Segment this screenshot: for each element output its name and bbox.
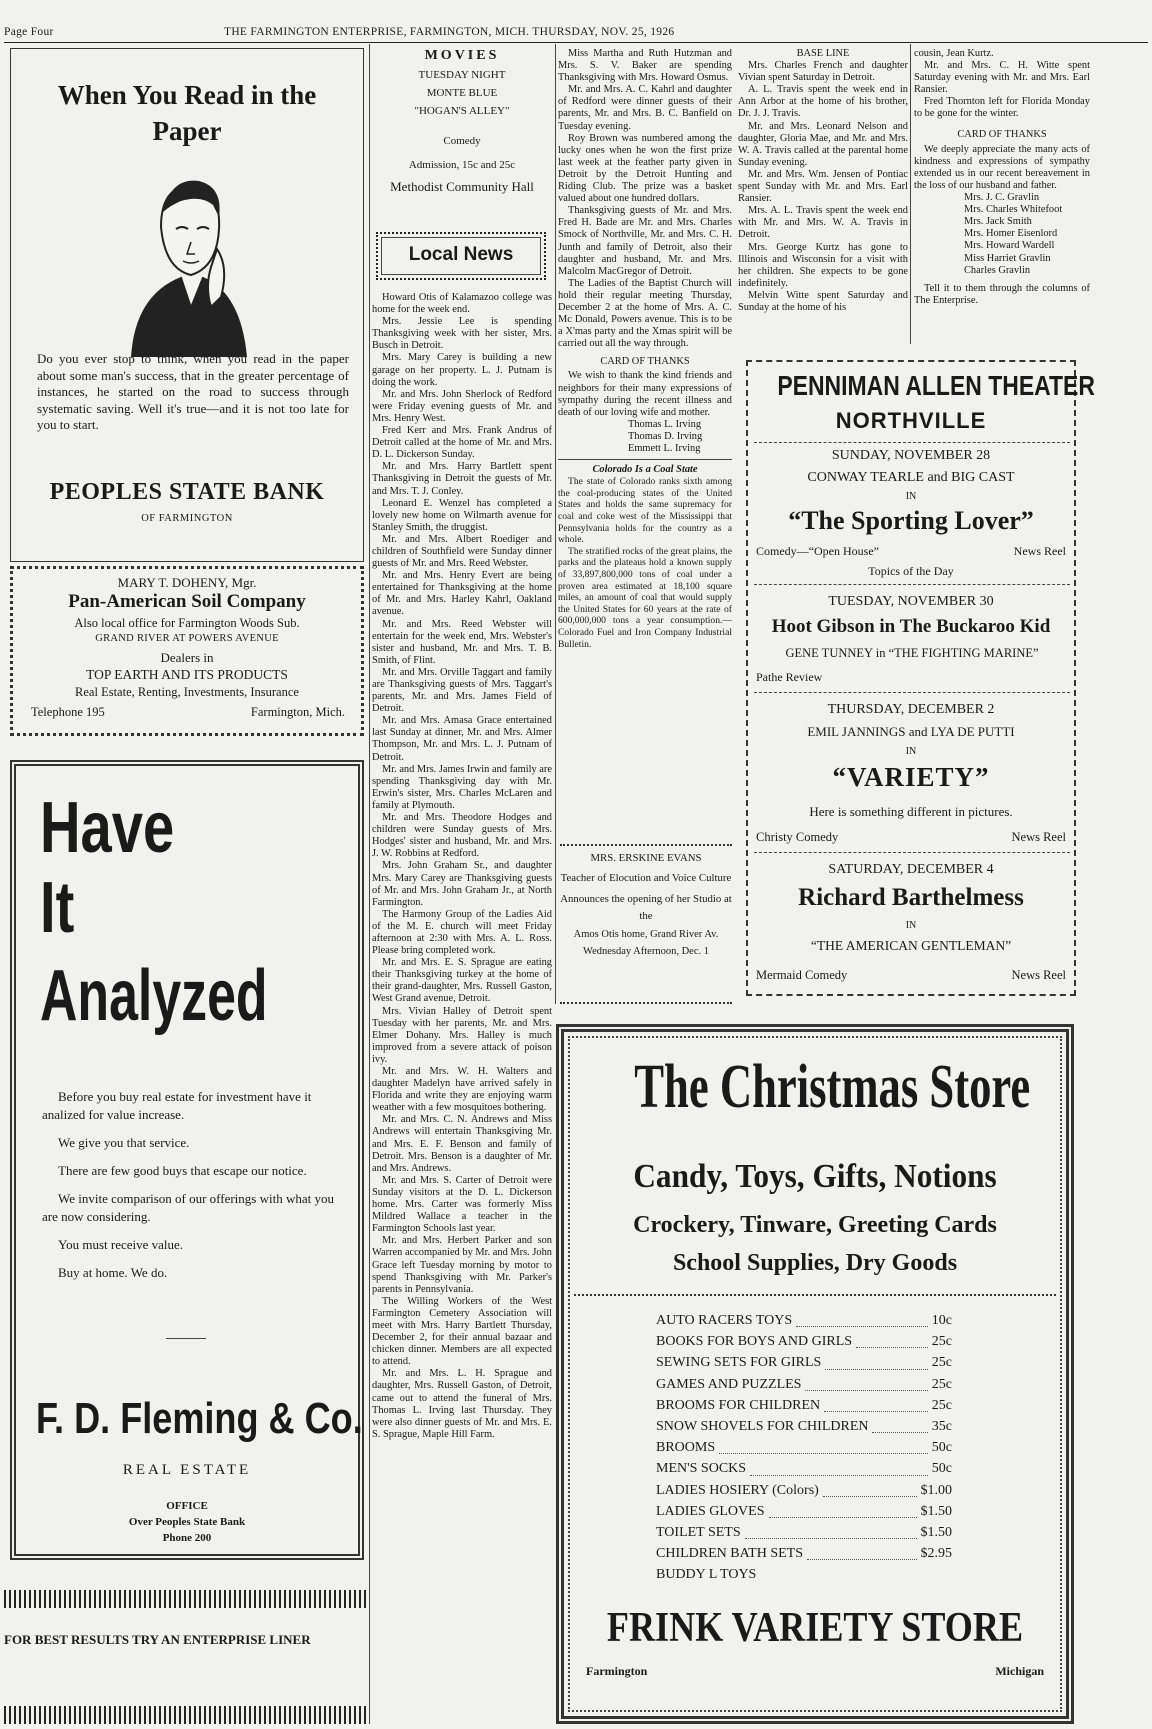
news-item: Thanksgiving guests of Mr. and Mrs. Fred H. Bade are Mr. and Mrs. Charles Smock of Northville, Mr. and Mrs. C. H. Junth and family of Detroit, also their daughter and husband, Mr. and Mrs. Malcolm MacGregor of Detroit. (558, 205, 732, 277)
movies-film: "HOGAN'S ALLEY" (414, 105, 510, 117)
news-item: The Ladies of the Baptist Church will hold their regular meeting Thursday, December 2 at the home of Mrs. A. C. Mc Donald, Powers avenue. This is to be a X'mas party and the Xmas spirit will be carried out all the way through. (558, 277, 732, 350)
thanks-signer: Mrs. Howard Wardell (964, 240, 1055, 252)
movies-night: TUESDAY NIGHT (418, 69, 506, 81)
news-item: cousin, Jean Kurtz. (914, 48, 994, 59)
soil-telephone: Telephone 195 (31, 705, 105, 719)
liner-banner: FOR BEST RESULTS TRY AN ENTERPRISE LINER (4, 1632, 311, 1647)
price-row (656, 1331, 952, 1352)
fleming-para: You must receive value. (58, 1237, 184, 1252)
news-item: Mr. and Mrs. James Irwin and family are spending Thanksgiving day with Mr. Erwin's sister, Mrs. Charles McLaren and family at Plymouth. (372, 763, 552, 811)
item-name: LADIES HOSIERY (Colors) (656, 1482, 819, 1498)
thursday-cast: EMIL JANNINGS and LYA DE PUTTI (807, 724, 1015, 739)
item-name: TOILET SETS (656, 1525, 741, 1541)
movies-title: MOVIES (424, 48, 500, 63)
sunday-title: “The Sporting Lover” (788, 506, 1034, 535)
item-name: BROOMS FOR CHILDREN (656, 1397, 821, 1413)
fleming-para: Buy at home. We do. (58, 1265, 168, 1280)
saturday-comedy: Mermaid Comedy (756, 968, 848, 982)
price-row (656, 1543, 952, 1564)
local-news-column (372, 292, 552, 1724)
news-item: Mr. and Mrs. Herbert Parker and son Warren accompanied by Mr. and Mrs. John Grace left Tuesday morning by motor to spend Thanksgiving with Mr. Parker's parents in Pennsylvania. (372, 1235, 552, 1295)
price-row (656, 1564, 952, 1585)
thursday-in: IN (905, 746, 917, 757)
news-item: Mrs. George Kurtz has gone to Illinois and Wisconsin for a visit with her children. She expects to be gone indefinitely. (738, 241, 908, 289)
bank-ad-body: Do you ever stop to think, when you read in the paper about some man's success, that in the greater percentage of instances, he started on the road to success through systematic saving. Well it's true—and it is not too late for you to start. (37, 351, 349, 432)
news-item: Mr. and Mrs. Leonard Nelson and daughter, Gloria Mae, and Mr. and Mrs. W. A. Travis called at the parental home Sunday evening. (738, 120, 908, 168)
thanks-signer: Thomas D. Irving (628, 430, 703, 442)
evans-line3: Wednesday Afternoon, Dec. 1 (583, 946, 709, 957)
local-news-banner (376, 232, 546, 280)
item-price: 25c (931, 1397, 952, 1413)
fleming-body (42, 1088, 346, 1282)
store-name: FRINK VARIETY STORE (606, 1605, 1024, 1651)
portrait-illustration (121, 157, 251, 357)
tuesday-title: Hoot Gibson in The Buckaroo Kid (771, 616, 1051, 637)
item-price: 25c (931, 1355, 952, 1371)
news-item: Roy Brown was numbered among the lucky ones when he won the first prize last week at the feather party given in Detroit by the Detroit Hunting and Riding Club. The prize was a basket valued about one hundred dollars. (558, 132, 732, 205)
item-name: SNOW SHOVELS FOR CHILDREN (656, 1419, 869, 1435)
news-item: Mr. and Mrs. Reed Webster will entertain for the week end, Mrs. Webster's sister and husband, Mr. and Mrs. T. B. Smith, of Flint. (372, 618, 552, 666)
thursday-date: THURSDAY, DECEMBER 2 (827, 702, 995, 717)
item-name: GAMES AND PUZZLES (656, 1376, 802, 1392)
thanks-footer: Tell it to them through the columns of The Enterprise. (914, 282, 1090, 306)
tuesday-review: Pathe Review (756, 670, 823, 684)
soil-services: Real Estate, Renting, Investments, Insurance (75, 685, 299, 699)
item-price: 25c (931, 1334, 952, 1350)
news-item: Mr. and Mrs. John Sherlock of Redford were Friday evening guests of Mr. and Mrs. Henry West. (372, 388, 552, 424)
soil-company-name: Pan-American Soil Company (68, 591, 306, 612)
sunday-in: IN (905, 491, 917, 502)
thanks-signer: Emmett L. Irving (628, 443, 701, 454)
coal-title: Colorado Is a Coal State (592, 464, 698, 476)
news-item: Mr. and Mrs. W. H. Walters and daughter Madelyn have arrived safely in Florida and write they are enjoying warm weather with a few mosquitoes bothering. (372, 1066, 552, 1114)
news-item: Fred Thornton left for Florida Monday to be gone for the winter. (914, 96, 1090, 120)
fleming-headline-analyzed: Analyzed (40, 956, 268, 1036)
news-item: Mr. and Mrs. Theodore Hodges and children were Sunday guests of Mrs. Hodges' sister and husband, Mr. and Mrs. J. W. Robbins at Redford. (372, 812, 552, 860)
movies-extra: Comedy (443, 135, 481, 147)
fleming-para: There are few good buys that escape our notice. (58, 1163, 307, 1178)
news-item: Mrs. John Graham Sr., and daughter Mrs. Mary Carey are Thanksgiving guests of Mr. and Mrs. John Graham Jr., at North Farmington. (372, 860, 552, 908)
fleming-phone: Phone 200 (162, 1532, 212, 1544)
news-item: Mrs. Charles French and daughter Vivian spent Saturday in Detroit. (738, 60, 908, 84)
saturday-title: “THE AMERICAN GENTLEMAN” (810, 938, 1012, 953)
masthead: THE FARMINGTON ENTERPRISE, FARMINGTON, MICH. THURSDAY, NOV. 25, 1926 (224, 26, 675, 38)
thursday-reel: News Reel (1011, 830, 1066, 844)
news-item: The Willing Workers of the West Farmington Cemetery Association will meet with Mrs. Harry Bartlett Thursday, December 2, for their annual bazaar and chicken dinner. Members are all expected to attend. (372, 1295, 552, 1368)
bank-ad-headline: When You Read in the Paper (57, 80, 317, 146)
item-name: BOOKS FOR BOYS AND GIRLS (656, 1334, 853, 1350)
evans-line1: Announces the opening of her Studio at the (560, 893, 732, 922)
bank-ad (10, 48, 364, 562)
item-price: 50c (931, 1440, 952, 1456)
item-price: $2.95 (920, 1546, 952, 1562)
bank-name: PEOPLES STATE BANK (49, 479, 325, 505)
news-item: Fred Kerr and Mrs. Frank Andrus of Detroit called at the home of Mr. and Mrs. D. L. Dickerson Sunday. (372, 425, 552, 461)
thanks-signer: Charles Gravlin (964, 264, 1031, 276)
item-name: AUTO RACERS TOYS (656, 1313, 793, 1328)
news-item: Mr. and Mrs. S. Carter of Detroit were Sunday visitors at the D. L. Dickerson home. Mrs. Carter was formerly Miss Mildred Wallace a teacher in the Farmington Schools last year. (372, 1174, 552, 1235)
item-price: 25c (931, 1376, 952, 1392)
thanks-signer: Mrs. Homer Eisenlord (964, 228, 1058, 240)
fleming-para: We invite comparison of our offerings with what you are now considering. (42, 1191, 334, 1224)
news-item: The Harmony Group of the Ladies Aid of the M. E. church will meet Friday afternoon at 2:30 with Mrs. A. L. Ross. Please bring completed work. (372, 908, 552, 957)
page-number: Page Four (4, 26, 54, 38)
card-of-thanks-title: CARD OF THANKS (600, 356, 690, 368)
news-item: Mr. and Mrs. A. C. Kahrl and daughter of Redford were dinner guests of their parents, Mr. and Mrs. B. C. Banfield on Tuesday evening. (558, 84, 732, 132)
soil-city: Farmington, Mich. (250, 705, 345, 719)
page-header (4, 26, 1144, 42)
thursday-title: “VARIETY” (832, 762, 990, 792)
thanks-signer: Mrs. Jack Smith (964, 216, 1032, 228)
sunday-cast: CONWAY TEARLE and BIG CAST (807, 470, 1015, 485)
news-item: Mr. and Mrs. Harry Bartlett spent Thanksgiving in Detroit the guests of Mr. and Mrs. T. J. Conley. (372, 461, 552, 497)
news-item: Mrs. A. L. Travis spent the week end with Mr. and Mrs. W. A. Travis in Detroit. (738, 205, 908, 241)
fleming-headline-have: Have (40, 788, 175, 868)
fleming-office: OFFICE (166, 1500, 208, 1512)
item-price: 50c (931, 1461, 952, 1477)
movies-notice (372, 48, 552, 218)
evans-title: Teacher of Elocution and Voice Culture (560, 872, 732, 884)
base-line-title: BASE LINE (796, 48, 850, 59)
item-price: $1.50 (920, 1525, 952, 1541)
news-item: Mrs. Jessie Lee is spending Thanksgiving week with her sister, Mrs. Busch in Detroit. (372, 316, 552, 352)
saturday-reel: News Reel (1011, 968, 1066, 982)
store-city: Farmington (586, 1664, 648, 1678)
news-item: Mrs. Vivian Halley of Detroit spent Tuesday with her parents, Mr. and Mrs. Elmer Dohany. Mrs. Halley is much improved from a severe attack of poison ivy. (372, 1005, 552, 1065)
price-row (656, 1416, 952, 1437)
evans-name: MRS. ERSKINE EVANS (590, 852, 702, 864)
christmas-title: The Christmas Store (634, 1053, 1031, 1121)
column-five (914, 48, 1090, 340)
tuesday-second: GENE TUNNEY in “THE FIGHTING MARINE” (785, 646, 1039, 660)
fleming-office-loc: Over Peoples State Bank (128, 1516, 246, 1528)
price-list (656, 1310, 952, 1586)
christmas-line3: School Supplies, Dry Goods (672, 1250, 958, 1276)
soil-company-ad (10, 566, 364, 736)
soil-dealers: Dealers in (160, 650, 214, 665)
price-row (656, 1480, 952, 1501)
thanks-signer: Thomas L. Irving (628, 418, 702, 430)
price-row (656, 1352, 952, 1373)
coal-item: The stratified rocks of the great plains, the parks and the plateaus hold a known supply of 33,897,800,000 tons of coal under a proven area estimated at 18,100 square miles, an amount of coal that would supply the United States for 60 years at the rate of 600,000,000 tons a year consumption.—Colorado Fuel and Iron Company Industrial Bulletin. (558, 545, 732, 650)
price-row (656, 1395, 952, 1416)
sunday-comedy: Comedy—“Open House” (756, 544, 879, 558)
sunday-topics: Topics of the Day (868, 564, 954, 578)
fleming-headline-it: It (40, 868, 75, 948)
fleming-business: REAL ESTATE (122, 1462, 252, 1478)
news-item: Mr. and Mrs. Amasa Grace entertained last Sunday at dinner, Mr. and Mrs. Almer Thompson, Mr. and Mrs. L. J. Putnam of Detroit. (372, 715, 552, 763)
item-price: 10c (931, 1313, 952, 1328)
fleming-para: We give you that service. (58, 1135, 190, 1150)
item-name: SEWING SETS FOR GIRLS (656, 1355, 822, 1371)
sunday-reel: News Reel (1013, 544, 1066, 558)
card-of-thanks-body: We deeply appreciate the many acts of kindness and expressions of sympathy extended us in our recent bereavement in the loss of our husband and father. (914, 143, 1090, 191)
item-name: CHILDREN BATH SETS (656, 1546, 804, 1562)
news-item: Mr. and Mrs. L. H. Sprague and daughter, Mrs. Russell Gaston, of Detroit, came out to attend the funeral of Mrs. Thomas L. Irving last Thursday. They were also dinner guests of Mr. and Mrs. E. S. Sprague, Maple Hill Farm. (372, 1368, 552, 1440)
price-row (656, 1501, 952, 1522)
thanks-signer: Mrs. J. C. Gravlin (964, 192, 1040, 204)
item-name: LADIES GLOVES (656, 1503, 765, 1519)
item-price: $1.50 (920, 1503, 952, 1519)
theater-name: PENNIMAN ALLEN THEATER (777, 370, 1095, 401)
soil-products: TOP EARTH AND ITS PRODUCTS (86, 667, 288, 682)
price-row (656, 1437, 952, 1458)
fleming-para: Before you buy real estate for investment have it analized for value increase. (42, 1089, 312, 1122)
coal-item: The state of Colorado ranks sixth among the coal-producing states of the United States and holds the same supremacy for coal and coke west of the Mississippi that Pennsylvania holds for the country as a whole. (558, 476, 732, 546)
theater-town: NORTHVILLE (835, 408, 987, 433)
column-four (738, 48, 908, 340)
tuesday-date: TUESDAY, NOVEMBER 30 (828, 594, 994, 609)
soil-agents: Also local office for Farmington Woods Sub. (74, 616, 300, 630)
news-item: Howard Otis of Kalamazoo college was home for the week end. (372, 292, 552, 316)
sunday-date: SUNDAY, NOVEMBER 28 (831, 448, 991, 463)
local-news-title: Local News (408, 244, 514, 265)
thursday-comedy: Christy Comedy (756, 830, 839, 844)
fleming-name: F. D. Fleming & Co. (36, 1394, 363, 1443)
bank-location: OF FARMINGTON (141, 513, 233, 524)
saturday-in: IN (905, 920, 917, 931)
price-row (656, 1374, 952, 1395)
news-item: Mr. and Mrs. Wm. Jensen of Pontiac spent Sunday with Mr. and Mrs. Earl Ransier. (738, 168, 908, 205)
thanks-signer: Mrs. Charles Whitefoot (964, 204, 1063, 216)
item-price: $1.00 (920, 1482, 952, 1498)
evans-line2: Amos Otis home, Grand River Av. (573, 929, 719, 940)
christmas-line1: Candy, Toys, Gifts, Notions (633, 1158, 997, 1195)
price-row (656, 1522, 952, 1543)
fleming-ad (10, 760, 364, 1560)
news-item: Melvin Witte spent Saturday and Sunday at the home of his (738, 289, 908, 313)
evans-notice (560, 844, 732, 1004)
item-name: BROOMS (656, 1440, 716, 1456)
thursday-tagline: Here is something different in pictures. (809, 804, 1013, 819)
movies-star: MONTE BLUE (426, 87, 498, 99)
price-row (656, 1310, 952, 1331)
christmas-store-ad (556, 1024, 1074, 1724)
item-name: MEN'S SOCKS (656, 1461, 747, 1477)
card-of-thanks-title: CARD OF THANKS (957, 128, 1047, 140)
news-item: A. L. Travis spent the week end in Ann Arbor at the home of his brother, Dr. J. J. Travis. (738, 84, 908, 120)
movies-admission: Admission, 15c and 25c (408, 159, 516, 171)
news-item: Miss Martha and Ruth Hutzman and Mrs. S. V. Baker are spending Thanksgiving with Mrs. Howard Osmus. (558, 48, 732, 84)
item-price: 35c (931, 1419, 952, 1435)
saturday-star: Richard Barthelmess (798, 884, 1024, 911)
store-state: Michigan (995, 1664, 1044, 1678)
thanks-signer: Miss Harriet Gravlin (964, 252, 1051, 264)
christmas-line2: Crockery, Tinware, Greeting Cards (633, 1212, 997, 1238)
price-row (656, 1458, 952, 1479)
soil-mgr: MARY T. DOHENY, Mgr. (117, 575, 257, 590)
news-item: Mr. and Mrs. E. S. Sprague are eating their Thanksgiving turkey at the home of their grand-daughter, Mrs. Russell Gaston, West Grand avenue, Detroit. (372, 957, 552, 1005)
item-name: BUDDY L TOYS (656, 1567, 757, 1583)
card-of-thanks-body: We wish to thank the kind friends and neighbors for their many expressions of sympathy during the recent illness and death of our loving wife and mother. (558, 370, 732, 418)
news-item: Mr. and Mrs. C. H. Witte spent Saturday evening with Mr. and Mrs. Earl Ransier. (914, 60, 1090, 96)
saturday-date: SATURDAY, DECEMBER 4 (828, 862, 994, 877)
news-item: Mr. and Mrs. Henry Evert are being entertained for Thanksgiving at the home of Mr. and Mrs. Harley Kahrl, Oakland avenue. (372, 570, 552, 618)
news-item: Mrs. Mary Carey is building a new garage on her property. L. J. Putnam is doing the work. (372, 352, 552, 388)
news-item: Mr. and Mrs. Orville Taggart and family are Thanksgiving guests of Mrs. Taggart's parents, Mr. and Mrs. James Field of Detroit. (372, 666, 552, 715)
theater-ad (746, 360, 1095, 996)
movies-venue: Methodist Community Hall (390, 179, 534, 194)
soil-address: GRAND RIVER AT POWERS AVENUE (95, 633, 279, 644)
news-item: Mr. and Mrs. Albert Roediger and children of Southfield were Sunday dinner guests of Mr. and Mrs. Reed Webster. (372, 533, 552, 570)
news-item: Mr. and Mrs. C. N. Andrews and Miss Andrews will entertain Thanksgiving Mr. and Mrs. E. F. Benson and family of Detroit. Mrs. Benson is a daughter of Mr. and Mrs. Andrews. (372, 1114, 552, 1174)
news-item: Leonard E. Wenzel has completed a lovely new home on Wilmarth avenue for Stanley Smith, the druggist. (372, 497, 552, 533)
